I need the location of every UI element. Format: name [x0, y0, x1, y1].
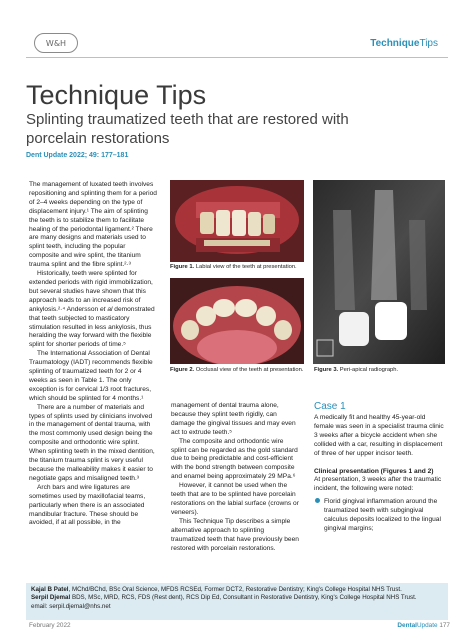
author-line-1: [31, 586, 446, 594]
section-label-rest: Tips: [419, 38, 438, 49]
figure-label: Figure 1.: [170, 264, 195, 270]
section-label: [370, 38, 438, 49]
author-desc: BDS, MSc, MRD, RCS, FDS (Rest dent), RCS Dip Ed, Consultant in Restorative Dentistry, King's College Hospital NHS Trust.: [70, 594, 417, 602]
author-line-2: [31, 594, 446, 602]
body-column-1: [29, 181, 157, 528]
paragraph: However, it cannot be used when the teeth that are to be splinted have porcelain restorations on the labial surface (crowns or veneers).: [171, 482, 299, 516]
author-info: [31, 586, 446, 611]
body-column-2: [171, 402, 300, 553]
paragraph: The management of luxated teeth involves repositioning and splinting them for a period of 2–4 weeks depending on the type of displacement injury.¹ The aim of splinting the teeth is to stabilize them to facilitate healing of the periodontal ligament.² There are many designs and materials used to splint teeth, including the popular composite and wire splint, the titanium trauma splint and the fibre splint.²·³: [29, 181, 157, 269]
figure-1-caption: [170, 264, 310, 270]
publisher-logo: [34, 33, 78, 53]
bullet-text: Florid gingival inflammation around the traumatized teeth with subgingival calculus deposits localized to the lingual gingival margins;: [324, 498, 441, 532]
figure-2-photo: [170, 278, 304, 364]
figure-caption-text: Occlusal view of the teeth at presentation.: [195, 367, 304, 373]
article-citation: Dent Update 2022; 49: 177–181: [26, 152, 129, 159]
figure-label: Figure 3.: [314, 367, 339, 373]
paragraph-text: demonstrated that teeth subjected to masticatory stimulation resulted in less ankylosis, thus heralding the way forward with the flexible splint for shorter periods of time.⁵: [29, 305, 155, 349]
bullet-item: [314, 498, 444, 534]
footer-journal: [397, 622, 450, 629]
figure-3-radiograph: [313, 180, 445, 364]
paragraph-italic: et al: [100, 305, 113, 313]
author-desc: , MChd/BChd, BSc Oral Science, MFDS RCSEd, Former DCT2, Restorative Dentistry; King's College Hospital NHS Trust.: [68, 586, 402, 593]
article-subtitle: Splinting traumatized teeth that are restored with porcelain restorations: [26, 111, 349, 147]
paragraph: The composite and orthodontic wire splint can be regarded as the gold standard due to being predictable and cost-efficient with the bond strength between composite and enamel being approximately 29 MPa.⁶: [171, 437, 298, 481]
paragraph: management of dental trauma alone, because they splint teeth rigidly, can damage the gingival tissues and may even act to extrude teeth.⁵: [171, 402, 296, 436]
section-label-bold: Technique: [370, 38, 420, 49]
subheading: Clinical presentation (Figures 1 and 2): [314, 467, 434, 475]
paragraph: This Technique Tip describes a simple alternative approach to splinting traumatized teeth that have previously been restored with porcelain restorations.: [171, 517, 299, 552]
paragraph: At presentation, 3 weeks after the traumatic incident, the following were noted:: [314, 476, 442, 493]
journal-brand-rest: Update: [416, 622, 438, 629]
author-name: Serpil Djemal: [31, 594, 71, 602]
figure-caption-text: Peri-apical radiograph.: [339, 367, 399, 373]
paragraph: [29, 270, 157, 350]
logo-text: W&H: [45, 38, 67, 48]
bullet-icon: [315, 498, 320, 503]
page-number: 177: [439, 622, 450, 629]
case-heading: Case 1: [314, 401, 346, 412]
figure-caption-text: Labial view of the teeth at presentation.: [195, 264, 297, 270]
figure-1-photo: [170, 180, 304, 262]
author-name: Kajal B Patel: [31, 586, 69, 593]
figure-2-caption: [170, 367, 310, 373]
body-column-3: [314, 414, 444, 534]
footer-date: February 2022: [29, 622, 71, 629]
figure-3-caption: [314, 367, 454, 373]
author-email: email: serpil.djemal@nhs.net: [31, 602, 111, 610]
journal-brand-bold: Dental: [397, 622, 417, 629]
article-title: Technique Tips: [26, 80, 207, 110]
paragraph: A medically fit and healthy 45-year-old female was seen in a specialist trauma clinic 3 weeks after a bicycle accident when she collided with a car, resulting in displacement of three of her upper incisor teeth.: [314, 414, 444, 457]
paragraph: The International Association of Dental Traumatology (IADT) recommends flexible splinting of traumatized teeth for 2 or 4 weeks as seen in Table 1. The only exception is for cervical 1/3 root fractures, which should be splinted for 4 months.¹: [29, 350, 153, 402]
paragraph: There are a number of materials and types of splints used by clinicians involved in the management of dental trauma, with the most commonly used design being the composite and orthodontic wire splint. When splinting teeth in the mixed dentition, the titanium trauma splint is very useful because the malleability makes it easier to negotiate gaps and misaligned teeth.³: [29, 403, 155, 482]
paragraph: Arch bars and wire ligatures are sometimes used by maxillofacial teams, particularly when there is an associated mandibular fracture. These should be avoided, if at all possible, in the: [29, 483, 146, 527]
paragraph-text: Historically, teeth were splinted for extended periods with rigid immobilization, but several studies have shown that this approach leads to an increased risk of ankylosis.²·⁴ Andersson: [29, 270, 153, 313]
figure-label: Figure 2.: [170, 367, 195, 373]
header-divider: [26, 57, 448, 58]
